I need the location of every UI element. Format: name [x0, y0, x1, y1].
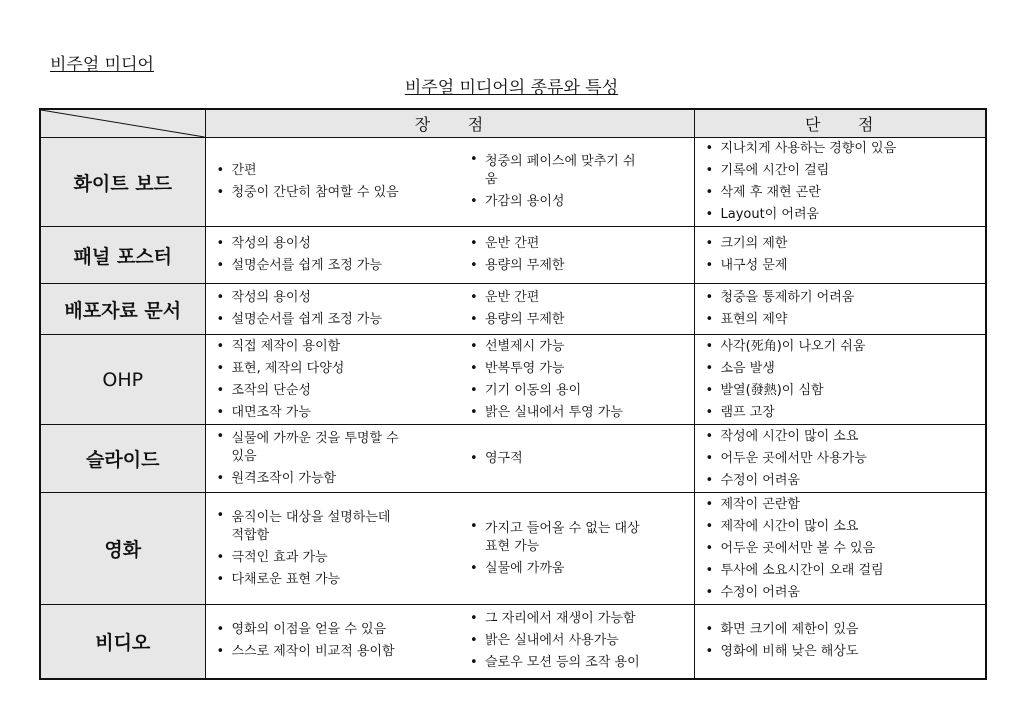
list-item: • 지나치게 사용하는 경향이 있음 [705, 138, 982, 160]
list-item: • 밝은 실내에서 투영 가능 [469, 402, 690, 424]
media-comparison-table [39, 108, 987, 680]
bullet-list [695, 138, 986, 226]
pros-cell-right [459, 138, 694, 227]
bullet-list [206, 160, 460, 204]
list-item: • 수정이 어려움 [705, 582, 982, 604]
list-item: • 발열(發熱)이 심함 [705, 380, 982, 402]
pros-cell-left [205, 138, 459, 227]
list-item: • 설명순서를 쉽게 조정 가능 [216, 309, 456, 331]
list-item: • 반복투영 가능 [469, 358, 690, 380]
list-item: • 어두운 곳에서만 볼 수 있음 [705, 538, 982, 560]
pros-cell-right [459, 425, 694, 493]
bullet-list [695, 336, 986, 424]
list-item: • 제작에 시간이 많이 소요 [705, 516, 982, 538]
bullet-list [459, 233, 694, 277]
bullet-list [459, 518, 694, 580]
corner-header-cell [40, 109, 205, 138]
bullet-list [206, 287, 460, 331]
media-name-cell: 비디오 [40, 605, 205, 679]
cons-cell [694, 227, 986, 284]
diagonal-line [41, 110, 205, 137]
list-item: • 청중을 통제하기 어려움 [705, 287, 982, 309]
bullet-list [206, 233, 460, 277]
pros-cell-left [205, 227, 459, 284]
media-name-cell: 영화 [40, 493, 205, 605]
list-item: • 실물에 가까움 [469, 558, 690, 580]
list-item: • 대면조작 가능 [216, 402, 456, 424]
bullet-list [459, 287, 694, 331]
pros-cell-right [459, 335, 694, 425]
list-item: • 램프 고장 [705, 402, 982, 424]
cons-cell [694, 284, 986, 335]
list-item: • 간편 [216, 160, 456, 182]
list-item: • 움직이는 대상을 설명하는데 적합함 [216, 507, 456, 547]
table-row [40, 605, 986, 679]
bullet-list [206, 619, 460, 663]
list-item: • 용량의 무제한 [469, 255, 690, 277]
pros-cell-right [459, 227, 694, 284]
pros-cell-right [459, 284, 694, 335]
list-item: • 표현, 제작의 다양성 [216, 358, 456, 380]
table-row [40, 493, 986, 605]
media-name-cell: 배포자료 문서 [40, 284, 205, 335]
bullet-list [459, 151, 694, 213]
list-item: • 청중이 간단히 참여할 수 있음 [216, 182, 456, 204]
list-item: • 삭제 후 재현 곤란 [705, 182, 982, 204]
list-item: • Layout이 어려움 [705, 204, 982, 226]
list-item: • 설명순서를 쉽게 조정 가능 [216, 255, 456, 277]
pros-cell-left [205, 425, 459, 493]
list-item: • 수정이 어려움 [705, 470, 982, 492]
bullet-list [206, 336, 460, 424]
table-row [40, 425, 986, 493]
media-name-cell: 패널 포스터 [40, 227, 205, 284]
cons-cell [694, 605, 986, 679]
media-name-cell: OHP [40, 335, 205, 425]
pros-header: 장 점 [205, 109, 694, 138]
list-item: • 청중의 페이스에 맞추기 쉬 움 [469, 151, 690, 191]
list-item: • 화면 크기에 제한이 있음 [705, 619, 982, 641]
bullet-list [459, 608, 694, 674]
bullet-list [459, 448, 694, 470]
media-name-cell: 슬라이드 [40, 425, 205, 493]
list-item: • 내구성 문제 [705, 255, 982, 277]
list-item: • 밝은 실내에서 사용가능 [469, 630, 690, 652]
media-name-cell: 화이트 보드 [40, 138, 205, 227]
list-item: • 용량의 무제한 [469, 309, 690, 331]
bullet-list [206, 428, 460, 490]
list-item: • 극적인 효과 가능 [216, 547, 456, 569]
header-row [40, 109, 986, 138]
pros-cell-right [459, 605, 694, 679]
pros-cell-left [205, 335, 459, 425]
cons-cell [694, 493, 986, 605]
table-row [40, 284, 986, 335]
bullet-list [695, 426, 986, 492]
list-item: • 운반 간편 [469, 287, 690, 309]
cons-header: 단 점 [694, 109, 986, 138]
table-title: 비주얼 미디어의 종류와 특성 [404, 78, 619, 98]
list-item: • 슬로우 모션 등의 조작 용이 [469, 652, 690, 674]
table-row [40, 138, 986, 227]
list-item: • 제작이 곤란함 [705, 494, 982, 516]
table-row [40, 227, 986, 284]
list-item: • 기기 이동의 용이 [469, 380, 690, 402]
list-item: • 다채로운 표현 가능 [216, 569, 456, 591]
list-item: • 영구적 [469, 448, 690, 470]
list-item: • 조작의 단순성 [216, 380, 456, 402]
list-item: • 영화에 비해 낮은 해상도 [705, 641, 982, 663]
bullet-list [695, 233, 986, 277]
cons-cell [694, 425, 986, 493]
list-item: • 원격조작이 가능함 [216, 468, 456, 490]
bullet-list [695, 494, 986, 604]
list-item: • 작성의 용이성 [216, 287, 456, 309]
list-item: • 실물에 가까운 것을 투명할 수 있음 [216, 428, 456, 468]
bullet-list [695, 619, 986, 663]
list-item: • 사각(死角)이 나오기 쉬움 [705, 336, 982, 358]
list-item: • 선별제시 가능 [469, 336, 690, 358]
document-heading: 비주얼 미디어 [50, 55, 154, 75]
list-item: • 소음 발생 [705, 358, 982, 380]
list-item: • 어두운 곳에서만 사용가능 [705, 448, 982, 470]
list-item: • 영화의 이점을 얻을 수 있음 [216, 619, 456, 641]
cons-cell [694, 138, 986, 227]
list-item: • 가지고 들어올 수 없는 대상 표현 가능 [469, 518, 690, 558]
list-item: • 투사에 소요시간이 오래 걸림 [705, 560, 982, 582]
table-row [40, 335, 986, 425]
list-item: • 가감의 용이성 [469, 191, 690, 213]
table-body [40, 138, 986, 679]
list-item: • 크기의 제한 [705, 233, 982, 255]
list-item: • 기록에 시간이 걸림 [705, 160, 982, 182]
bullet-list [695, 287, 986, 331]
pros-cell-left [205, 493, 459, 605]
cons-cell [694, 335, 986, 425]
bullet-list [459, 336, 694, 424]
list-item: • 작성의 용이성 [216, 233, 456, 255]
pros-cell-right [459, 493, 694, 605]
pros-cell-left [205, 605, 459, 679]
list-item: • 스스로 제작이 비교적 용이함 [216, 641, 456, 663]
list-item: • 표현의 제약 [705, 309, 982, 331]
list-item: • 작성에 시간이 많이 소요 [705, 426, 982, 448]
list-item: • 운반 간편 [469, 233, 690, 255]
list-item: • 직접 제작이 용이함 [216, 336, 456, 358]
list-item: • 그 자리에서 재생이 가능함 [469, 608, 690, 630]
pros-cell-left [205, 284, 459, 335]
bullet-list [206, 507, 460, 591]
